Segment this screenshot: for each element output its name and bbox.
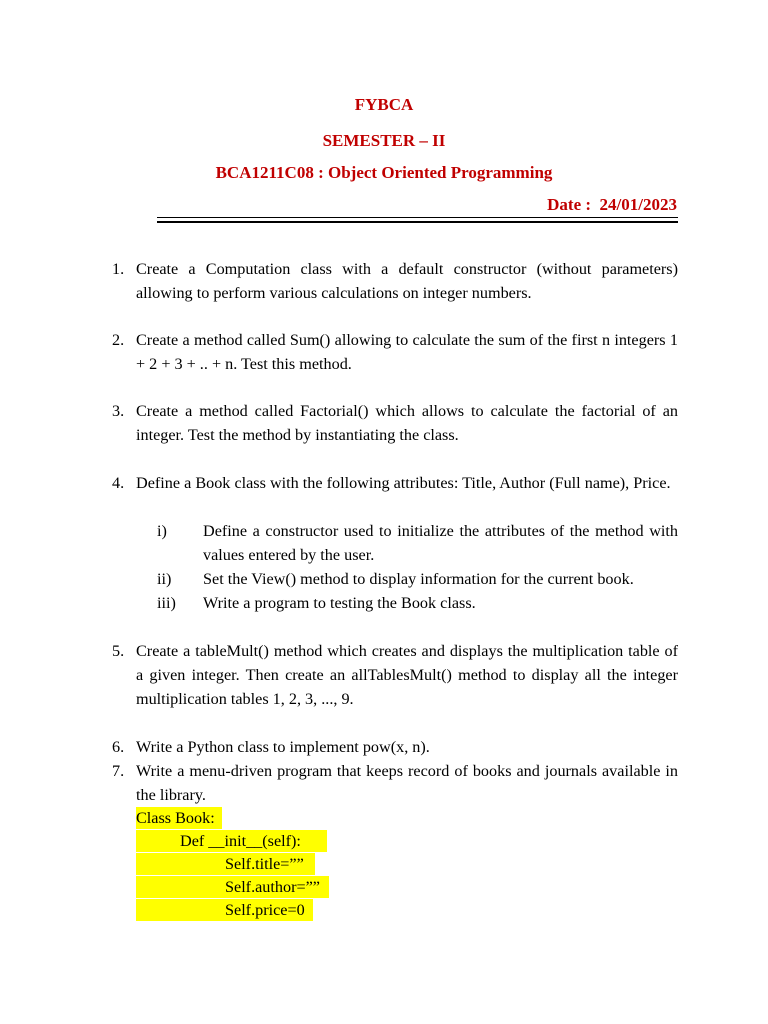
code-line-title: [136, 853, 315, 875]
question-text: Write a menu-driven program that keeps record of books and journals available in the library.: [136, 762, 678, 804]
subitem-number: ii): [157, 570, 172, 588]
question-number: 1.: [112, 260, 125, 278]
subitem-number: iii): [157, 594, 176, 612]
question-6: [112, 735, 678, 759]
subitem-number: i): [157, 522, 167, 540]
question-4: [112, 471, 678, 495]
subitem-i: [157, 519, 678, 567]
question-7: [112, 759, 678, 807]
question-number: 3.: [112, 402, 125, 420]
question-text: Create a tableMult() method which creates and displays the multiplication table of a given integer. Then create an allTablesMult() method to display all the integer multiplication tables 1, 2, 3, ..., 9.: [136, 642, 678, 708]
subitem-text: Set the View() method to display information for the current book.: [203, 570, 634, 588]
question-2: [112, 328, 678, 376]
code-line-def: [136, 830, 327, 852]
question-3: [112, 399, 678, 447]
assignment-date: Date : 24/01/2023: [547, 195, 677, 214]
header-divider-thick: [157, 221, 678, 223]
subitem-ii: [157, 567, 678, 591]
question-5: [112, 639, 678, 711]
code-text: Def __init__(self):: [180, 832, 301, 850]
course-title: FYBCA: [354, 95, 414, 114]
code-text: Self.title=””: [225, 855, 304, 873]
subitem-text: Define a constructor used to initialize the attributes of the method with values entered by the user.: [203, 522, 678, 564]
subject-title: BCA1211C08 : Object Oriented Programming: [215, 163, 553, 182]
question-text: Create a method called Factorial() which allows to calculate the factorial of an integer. Test the method by instantiating the class.: [136, 402, 678, 444]
question-number: 2.: [112, 331, 125, 349]
question-number: 5.: [112, 642, 125, 660]
code-text: Self.price=0: [225, 901, 305, 919]
question-text: Create a method called Sum() allowing to calculate the sum of the first n integers 1 + 2 + 3 + .. + n. Test this method.: [136, 331, 678, 373]
question-text: Create a Computation class with a default constructor (without parameters) allowing to perform various calculations on integer numbers.: [136, 260, 678, 302]
question-number: 7.: [112, 762, 125, 780]
subitem-iii: [157, 591, 678, 615]
semester-title: SEMESTER – II: [322, 131, 446, 150]
question-text: Write a Python class to implement pow(x, n).: [136, 738, 430, 756]
question-text: Define a Book class with the following attributes: Title, Author (Full name), Price.: [136, 474, 671, 492]
question-1: [112, 257, 678, 305]
question-number: 6.: [112, 738, 125, 756]
subitem-text: Write a program to testing the Book class.: [203, 594, 476, 612]
question-number: 4.: [112, 474, 125, 492]
header-divider-thin: [157, 217, 678, 218]
code-text: Self.author=””: [225, 878, 320, 896]
code-line-price: [136, 899, 313, 921]
code-line-author: [136, 876, 329, 898]
code-line-class: Class Book:: [136, 807, 222, 829]
